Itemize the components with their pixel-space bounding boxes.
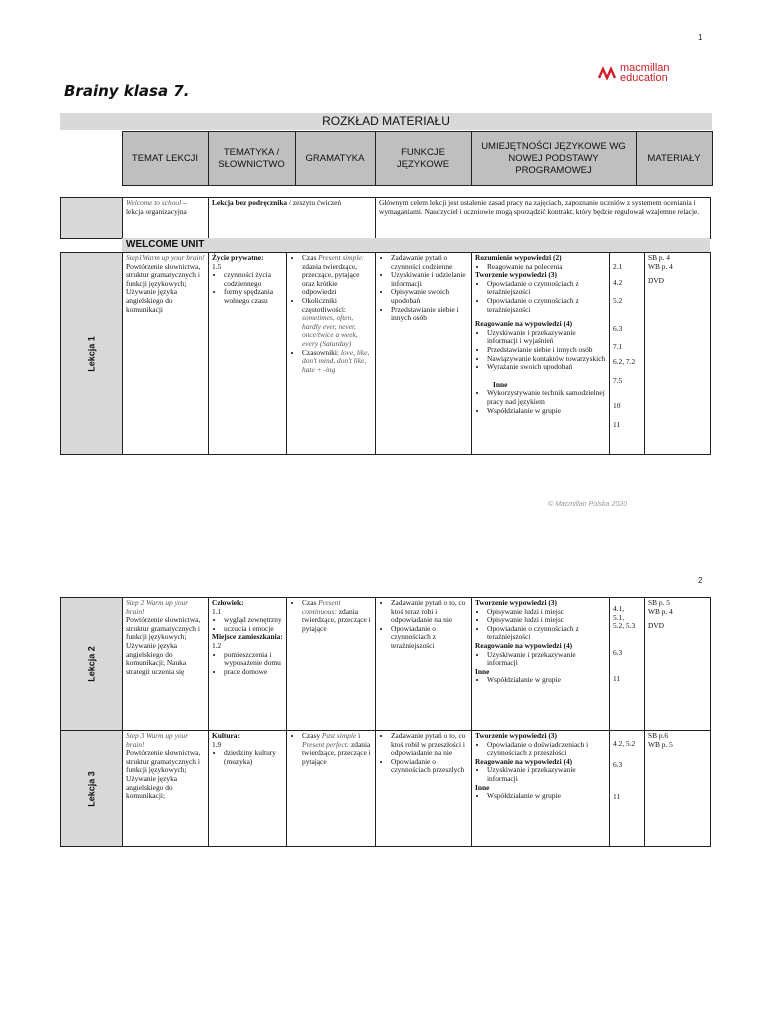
skills-head: Inne: [475, 782, 490, 792]
skills-head: Reagowanie na wypowiedzi (4): [475, 319, 573, 329]
skill-code: 4.2, 5.2: [613, 739, 636, 748]
logo-line-1: macmillan: [620, 62, 670, 74]
lesson-2-topic-italic: Step 2 Warm up your brain!: [126, 598, 189, 616]
list-item: • Opowiadanie o czynnościach z teraźniejszości: [487, 625, 606, 642]
material-item: SB p. 4: [648, 253, 670, 262]
vocab-head: Kultura:: [212, 731, 240, 740]
intro-vocab-rest: / zeszytu ćwiczeń: [287, 198, 342, 207]
list-item: [302, 349, 372, 375]
list-item: [302, 732, 372, 766]
lesson-2-label: Lekcja 2: [86, 646, 97, 682]
skill-code: 2.1: [613, 262, 623, 271]
intro-side: [61, 198, 123, 239]
skill-code: 7.1: [613, 342, 623, 352]
list-item: • Współdziałanie w grupie: [487, 407, 606, 416]
vocab-code: 1.9: [212, 739, 222, 749]
list-item: • Uzyskiwanie i udzielanie informacji: [391, 271, 468, 288]
grammar-text: Czasy: [302, 731, 322, 740]
grammar-italic: Past simple: [321, 731, 357, 740]
grammar-text: Czas: [302, 598, 319, 607]
list-item: • Zadawanie pytań o to, co ktoś robił w przeszłości i odpowiadanie na nie: [391, 732, 468, 758]
skills-head: Tworzenie wypowiedzi (3): [475, 598, 557, 607]
list-item: • dziedziny kultury (muzyka): [224, 749, 283, 766]
skills-head: Tworzenie wypowiedzi (3): [475, 270, 557, 280]
lesson-2-codes: [610, 598, 645, 731]
header-skills: UMIEJĘTNOŚCI JĘZYKOWE WG NOWEJ PODSTAWY PROGRAMOWEJ: [471, 132, 636, 186]
material-item: DVD: [648, 621, 665, 631]
lesson-1-vocab-head: Życie prywatne:: [212, 253, 264, 262]
copyright-footer: © Macmillan Polska 2020: [548, 501, 628, 508]
skill-code: 11: [613, 419, 621, 429]
intro-vocab: [209, 198, 376, 239]
list-item: • uczucia i emocje: [224, 625, 283, 634]
lesson-1-functions: [376, 253, 472, 455]
page-number: 1: [698, 33, 703, 42]
grammar-text: Czasowniki:: [302, 347, 341, 357]
lessons-2-3-table: [60, 597, 711, 847]
lesson-1-vocab: [209, 253, 287, 455]
list-item: • Wyrażanie swoich upodobań: [487, 363, 606, 372]
lesson-2-vocab: [209, 598, 287, 731]
lesson-3-label: Lekcja 3: [86, 770, 97, 807]
grammar-text: zdania twierdzące, przeczące i pytające: [302, 606, 371, 633]
skills-head: Inne: [475, 666, 490, 676]
grammar-italic: sometimes, often, hardly ever, never, once/twice a week, every (Saturday): [302, 313, 358, 348]
page-number: 2: [698, 576, 703, 585]
grammar-text: zdania twierdzące, przeczące i pytające: [302, 739, 371, 766]
list-item: • Współdziałanie w grupie: [487, 676, 606, 685]
lesson-3-skills: [472, 731, 610, 847]
logo-line-2: education: [620, 72, 668, 84]
skill-code: 7.5: [613, 375, 623, 385]
skills-head: Inne: [493, 379, 508, 389]
material-item: DVD: [648, 276, 665, 286]
list-item: • Uzyskiwanie i przekazywanie informacji i wyjaśnień: [487, 329, 606, 346]
list-item: • Uzyskiwanie i przekazywanie informacji: [487, 766, 606, 783]
list-item: • Przedstawianie siebie i innych osób: [487, 346, 606, 355]
vocab-head: Człowiek:: [212, 598, 244, 607]
material-item: WB p. 5: [648, 739, 673, 749]
material-item: WB p. 4: [648, 606, 673, 616]
lesson-3-topic: [123, 731, 209, 847]
grammar-italic: Present simple:: [318, 253, 365, 262]
header-functions: FUNKCJE JĘZYKOWE: [375, 132, 471, 186]
lesson-1-grammar: [287, 253, 376, 455]
list-item: • Opowiadanie o czynnościach z teraźniejszości: [487, 297, 606, 314]
lesson-2-grammar: [287, 598, 376, 731]
list-item: • Nawiązywanie kontaktów towarzyskich: [487, 355, 606, 364]
vocab-code: 1.1: [212, 606, 222, 616]
lesson-1-topic-italic: Step1Warm up your brain!: [126, 253, 205, 262]
list-item: • Reagowanie na polecenia: [487, 263, 606, 272]
lesson-1-skills: [472, 253, 610, 455]
header-vocabulary: TEMATYKA / SŁOWNICTWO: [208, 132, 295, 186]
list-item: • Opisywanie ludzi i miejsc: [487, 616, 606, 625]
lesson-3-materials: [645, 731, 711, 847]
publisher-logo: [598, 63, 670, 83]
intro-table: [60, 197, 711, 239]
skills-head: Reagowanie na wypowiedzi (4): [475, 756, 573, 766]
lesson-3-topic-italic: Step 3 Warm up your brain!: [126, 731, 189, 749]
list-item: [302, 297, 372, 349]
vocab-head: Miejsce zamieszkania:: [212, 632, 283, 642]
grammar-text: Czas: [302, 253, 319, 262]
list-item: • Opowiadanie o czynnościach z teraźniejszości: [487, 280, 606, 297]
material-item: SB p. 5: [648, 598, 670, 607]
lesson-3-grammar: [287, 731, 376, 847]
macmillan-logo-icon: [598, 66, 616, 80]
list-item: [302, 599, 372, 633]
skill-code: 5.2, 5.3: [613, 621, 636, 631]
lesson-1-label: Lekcja 1: [86, 335, 97, 372]
lesson-3-codes: [610, 731, 645, 847]
lesson-1-vocab-code: 1.5: [212, 261, 222, 271]
header-table: [60, 131, 713, 186]
lesson-3-side: [61, 731, 123, 847]
list-item: • Opowiadanie o czynnościach przeszłych: [391, 758, 468, 775]
material-item: WB p. 4: [648, 261, 673, 271]
skill-code: 5.1,: [613, 612, 625, 622]
list-item: • pomieszczenia i wyposażenie domu: [224, 651, 283, 668]
lesson-2-skills: [472, 598, 610, 731]
lesson-1-codes: [610, 253, 645, 455]
document-title: Brainy klasa 7.: [64, 82, 190, 100]
skill-code: 6.3: [613, 323, 623, 333]
skill-code: 4.2: [613, 277, 623, 287]
list-item: • Wykorzystywanie technik samodzielnej pracy nad językiem: [487, 389, 606, 406]
skills-head: Rozumienie wypowiedzi (2): [475, 253, 562, 262]
section-banner: ROZKŁAD MATERIAŁU: [60, 113, 712, 130]
intro-topic-italic: Welcome to school: [126, 198, 182, 207]
skill-code: 10: [613, 401, 621, 411]
lesson-1-topic: [123, 253, 209, 455]
list-item: • prace domowe: [224, 668, 283, 677]
list-item: • Opisywanie swoich upodobań: [391, 288, 468, 305]
header-topic: TEMAT LEKCJI: [122, 132, 208, 186]
grammar-text: i: [356, 731, 361, 740]
list-item: [302, 254, 372, 297]
intro-description: Głównym celem lekcji jest ustalenie zasad pracy na zajęciach, zapoznanie uczniów z systemem oceniania i wymaganiami. Nauczyciel i uczniowie mogą sporządzić kontrakt, który będzie regulował wzajemne relacje.: [376, 198, 711, 239]
grammar-text: Okoliczniki częstotliwości:: [302, 295, 346, 314]
list-item: • Opowiadanie o doświadczeniach i czynnościach z przeszłości: [487, 741, 606, 758]
lesson-1-topic-rest: Powtórzenie słownictwa, struktur gramatycznych i funkcji językowych; Używanie języka angielskiego do komunikacji: [126, 261, 201, 314]
list-item: • Opisywanie ludzi i miejsc: [487, 608, 606, 617]
lesson-3-functions: [376, 731, 472, 847]
lesson-1-table: [60, 252, 711, 455]
header-grammar: GRAMATYKA: [295, 132, 375, 186]
lesson-2-topic-rest: Powtórzenie słownictwa, struktur gramatycznych i funkcji językowych; Używanie języka angielskiego do komunikacji; Nauka strategii uczenia się: [126, 615, 201, 676]
skills-head: Reagowanie na wypowiedzi (4): [475, 640, 573, 650]
skill-code: 5.2: [613, 296, 623, 306]
list-item: • Współdziałanie w grupie: [487, 792, 606, 801]
lesson-2-side: [61, 598, 123, 731]
grammar-italic: love, like, don't mind, don't like, hate + -ing: [302, 347, 370, 374]
lesson-1-materials: [645, 253, 711, 455]
list-item: • Opowiadanie o czynnościach z teraźniejszości: [391, 625, 468, 651]
lesson-3-topic-rest: Powtórzenie słownictwa, struktur gramatycznych i funkcji językowych; Używanie języka angielskiego do komunikacji;: [126, 748, 201, 801]
lesson-2-materials: [645, 598, 711, 731]
intro-vocab-bold: Lekcja bez podręcznika: [212, 198, 288, 207]
list-item: • Zadawanie pytań o to, co ktoś teraz robi i odpowiadanie na nie: [391, 599, 468, 625]
list-item: • Zadawanie pytań o czynności codzienne: [391, 254, 468, 271]
unit-title: WELCOME UNIT: [122, 238, 710, 252]
list-item: • czynności życia codziennego: [224, 271, 283, 288]
list-item: • formy spędzania wolnego czasu: [224, 288, 283, 305]
list-item: • wygląd zewnętrzny: [224, 616, 283, 625]
grammar-italic: Present perfect:: [302, 739, 350, 749]
skills-head: Tworzenie wypowiedzi (3): [475, 731, 557, 740]
material-item: SB p.6: [648, 731, 669, 740]
skill-code: 6.3: [613, 759, 623, 769]
lesson-2-functions: [376, 598, 472, 731]
header-spacer: [60, 132, 122, 186]
skill-code: 11: [613, 792, 621, 802]
skill-code: 11: [613, 674, 621, 684]
skill-code: 6.3: [613, 647, 623, 657]
intro-topic: [123, 198, 209, 239]
vocab-code: 1.2: [212, 640, 222, 650]
skill-code: 4.1,: [613, 604, 625, 613]
grammar-text: zdania twierdzące, przeczące, pytające oraz krótkie odpowiedzi: [302, 261, 360, 297]
list-item: • Uzyskiwanie i przekazywanie informacji: [487, 651, 606, 668]
lesson-1-side: [61, 253, 123, 455]
list-item: • Przedstawianie siebie i innych osób: [391, 306, 468, 323]
intro-topic-rest: – lekcja organizacyjna: [126, 198, 187, 216]
grammar-italic: Present continuous:: [302, 598, 341, 616]
skill-code: 6.2, 7.2: [613, 356, 636, 366]
lesson-2-topic: [123, 598, 209, 731]
lesson-3-vocab: [209, 731, 287, 847]
header-materials: MATERIAŁY: [636, 132, 712, 186]
